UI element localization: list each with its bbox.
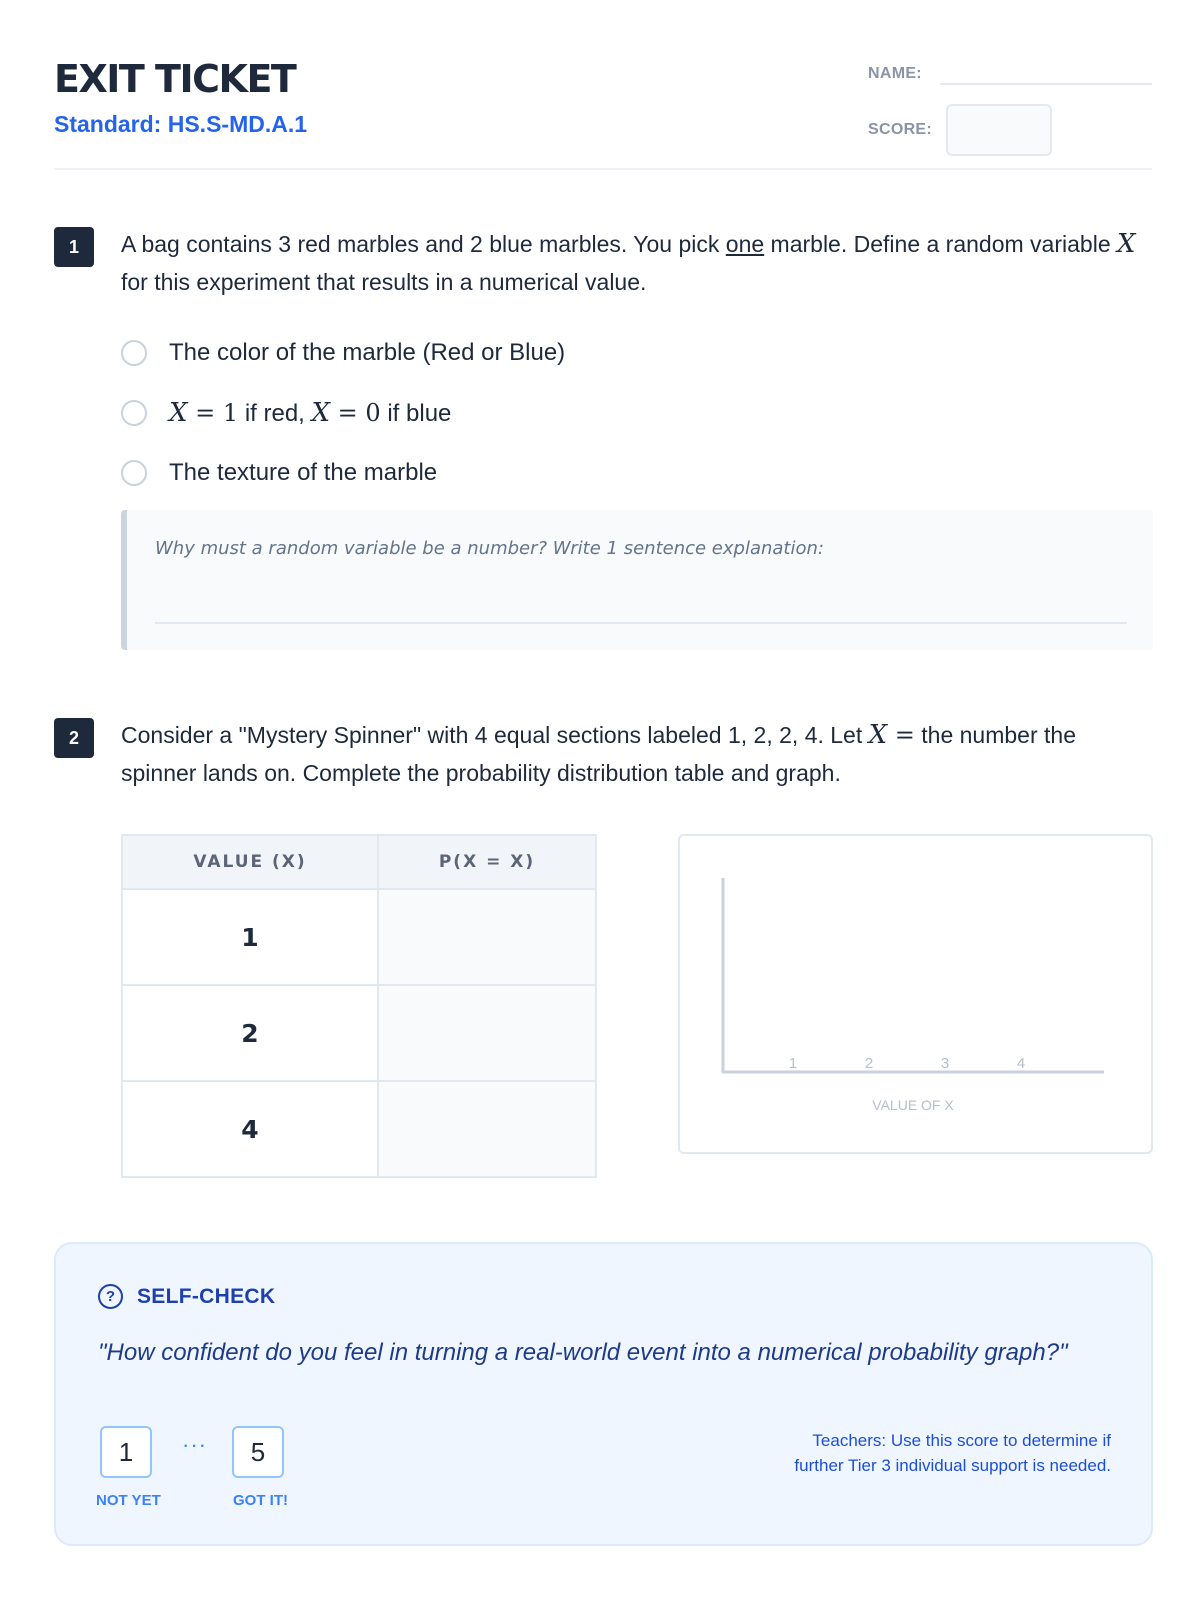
- scale-min-label: NOT YET: [96, 1492, 161, 1509]
- graph-canvas: [680, 836, 1151, 1152]
- page-title: EXIT TICKET: [54, 57, 296, 101]
- distribution-graph[interactable]: [678, 834, 1153, 1154]
- explanation-answer-line[interactable]: [155, 622, 1127, 624]
- score-row: [868, 104, 1152, 156]
- question-1-text: A bag contains 3 red marbles and 2 blue marbles. You pick one marble. Define a random variable X for this experiment that results in a numerical value.: [121, 229, 1136, 295]
- question-circle-icon: ?: [98, 1284, 123, 1309]
- option-label: The color of the marble (Red or Blue): [169, 339, 566, 366]
- table-row: [122, 985, 596, 1081]
- x-tick-labels: [789, 1055, 1025, 1072]
- option-b[interactable]: [121, 383, 1021, 443]
- student-meta: [868, 56, 1152, 156]
- option-a[interactable]: [121, 323, 1021, 383]
- probability-input-cell[interactable]: [378, 985, 596, 1081]
- question-number-badge: 1: [54, 227, 94, 267]
- x-tick-label: 1: [788, 1055, 798, 1072]
- scale-max-box[interactable]: 5: [232, 1426, 284, 1478]
- probability-input-cell[interactable]: [378, 889, 596, 985]
- header: [54, 56, 1152, 170]
- radio-button[interactable]: [121, 400, 147, 426]
- value-cell: 2: [122, 985, 378, 1081]
- name-label: NAME:: [868, 65, 922, 82]
- self-check-header: [98, 1284, 275, 1309]
- probability-input-cell[interactable]: [378, 1081, 596, 1177]
- column-header-probability: P(X = X): [378, 835, 596, 889]
- x-tick-label: 3: [940, 1055, 950, 1072]
- value-cell: 1: [122, 889, 378, 985]
- self-check-question: "How confident do you feel in turning a real-world event into a numerical probability graph?": [98, 1339, 1068, 1366]
- score-label: SCORE:: [868, 121, 933, 138]
- question-2-text: Consider a "Mystery Spinner" with 4 equal sections labeled 1, 2, 2, 4. Let X = the number the spinner lands on. Complete the probability distribution table and graph.: [121, 720, 1076, 786]
- probability-distribution-table: [121, 834, 597, 1178]
- table-row: [122, 1081, 596, 1177]
- x-tick-label: 4: [1016, 1055, 1026, 1072]
- option-label: The texture of the marble: [169, 459, 438, 486]
- standard-label: Standard: HS.S-MD.A.1: [54, 111, 308, 137]
- answer-options: [121, 323, 1021, 503]
- name-row: [868, 56, 1152, 92]
- radio-button[interactable]: [121, 460, 147, 486]
- option-c[interactable]: [121, 443, 1021, 503]
- score-field[interactable]: [946, 104, 1052, 156]
- self-check-title: SELF-CHECK: [137, 1284, 276, 1308]
- scale-max-label: GOT IT!: [233, 1492, 288, 1509]
- question-number-badge: 2: [54, 718, 94, 758]
- value-cell: 4: [122, 1081, 378, 1177]
- column-header-value: VALUE (X): [122, 835, 378, 889]
- table-row: [122, 889, 596, 985]
- radio-button[interactable]: [121, 340, 147, 366]
- explanation-box: [121, 510, 1153, 650]
- x-tick-label: 2: [864, 1055, 874, 1072]
- x-axis-label: VALUE OF X: [872, 1097, 954, 1113]
- name-field[interactable]: [940, 63, 1152, 85]
- self-check-panel: [54, 1242, 1153, 1546]
- teacher-note: Teachers: Use this score to determine if further Tier 3 individual support is needed.: [794, 1431, 1111, 1475]
- explanation-prompt: Why must a random variable be a number? Write 1 sentence explanation:: [155, 538, 824, 559]
- option-label: X = 1 if red, X = 0 if blue: [169, 398, 452, 428]
- scale-min-box[interactable]: 1: [100, 1426, 152, 1478]
- scale-ellipsis: ···: [182, 1432, 207, 1457]
